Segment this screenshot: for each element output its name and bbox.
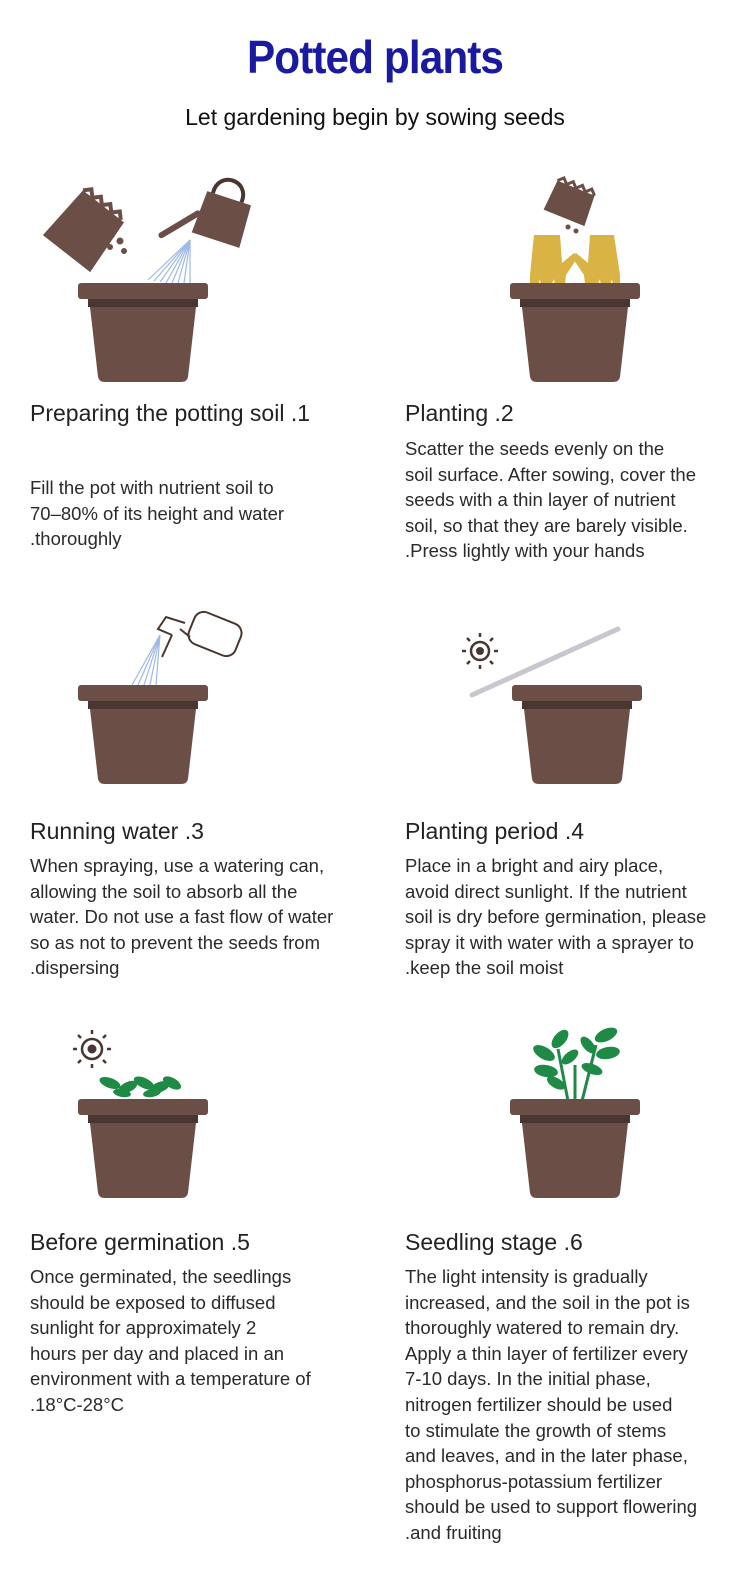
step-5-description: Once germinated, the seedlings should be exposed to diffused sunlight for approximately 2 hours per day and placed in an environment with a temperature of .18°C-28°C xyxy=(30,1266,311,1415)
pot-with-sprouts-icon xyxy=(40,1025,280,1205)
step-6-description: The light intensity is gradually increased, and the soil in the pot is thoroughly watered to remain dry. Apply a thin layer of fertilizer every 7-10 days. In the initial phase, nitrogen fertilizer should be used to stimulate the growth of stems and leaves, and in the later phase, phosphorus-potassium fertilizer should be used to support flowering .and fruiting xyxy=(405,1266,698,1543)
step-4-title: Planting period .4 xyxy=(405,818,585,844)
step-3-title: Running water .3 xyxy=(30,818,204,844)
step-6-title: Seedling stage .6 xyxy=(405,1229,583,1255)
page-subtitle: Let gardening begin by sowing seeds xyxy=(185,104,565,130)
step-1-title: Preparing the potting soil .1 xyxy=(30,400,311,426)
pot-with-soil-and-watering-can-icon xyxy=(40,175,280,390)
pot-with-gloves-icon xyxy=(472,175,712,390)
pot-with-sun-and-cover-icon xyxy=(462,595,712,795)
step-4-description: Place in a bright and airy place, avoid direct sunlight. If the nutrient soil is dry before germination, please spray it with water with a sprayer to .keep the soil moist xyxy=(405,855,707,979)
step-2-description: Scatter the seeds evenly on the soil surface. After sowing, cover the seeds with a thin layer of nutrient soil, so that they are barely visible. .Press lightly with your hands xyxy=(405,438,696,562)
pot-with-seedling-icon xyxy=(472,1025,712,1205)
step-5-title: Before germination .5 xyxy=(30,1229,250,1255)
pot-with-spray-bottle-icon xyxy=(40,595,280,795)
page-title: Potted plants xyxy=(246,31,504,83)
step-1-description: Fill the pot with nutrient soil to 70–80% of its height and water .thoroughly xyxy=(30,477,285,550)
step-2-title: Planting .2 xyxy=(405,400,514,426)
step-3-description: When spraying, use a watering can, allowing the soil to absorb all the water. Do not use a fast flow of water so as not to prevent the seeds from .dispersing xyxy=(30,855,334,979)
